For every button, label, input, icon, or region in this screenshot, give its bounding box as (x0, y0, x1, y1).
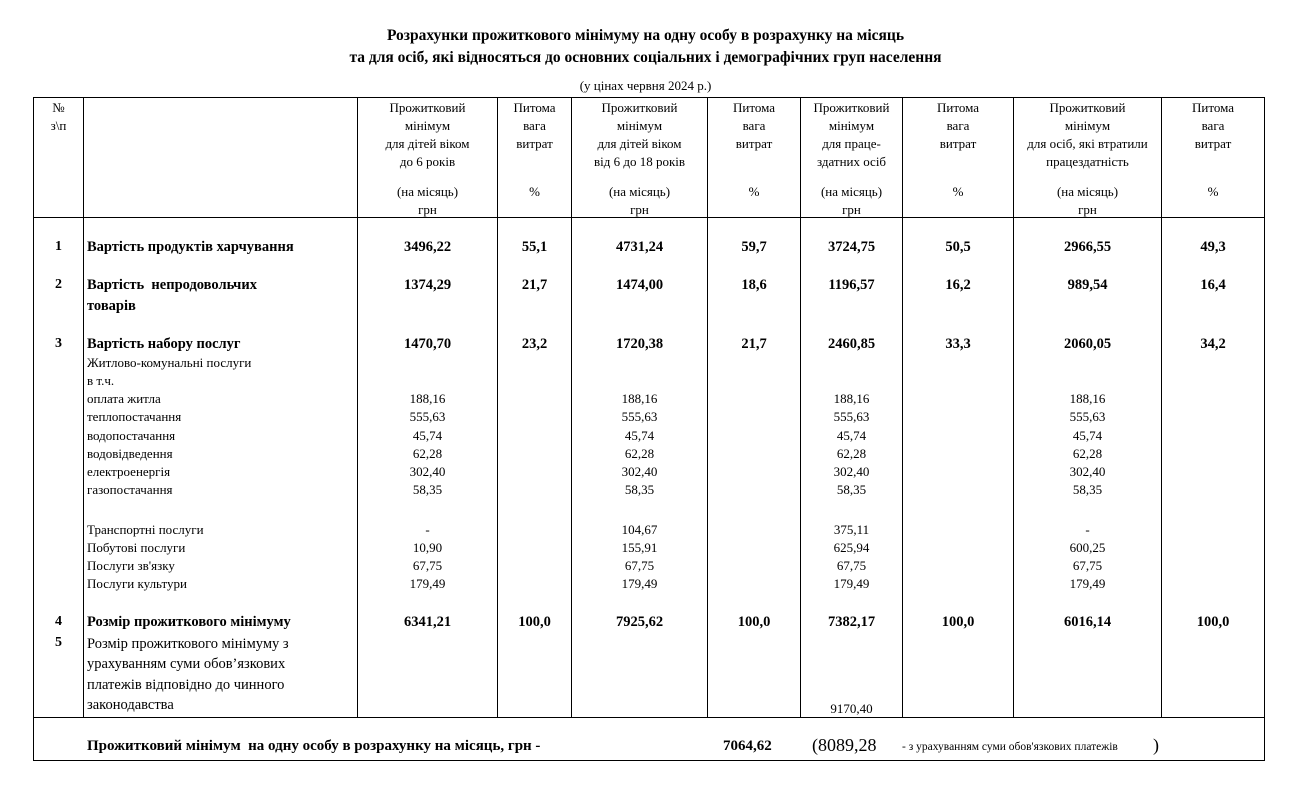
value-cell: 375,11 (833, 522, 870, 537)
value-cell: 59,7 (741, 239, 767, 255)
value-cell: 49,3 (1200, 239, 1226, 255)
value-cell: 100,0 (1196, 614, 1230, 630)
row-label: Вартість непродовольчих (87, 277, 257, 293)
value-cell: 21,7 (741, 336, 767, 352)
header-unit-pct: % (952, 184, 964, 199)
list-item-label: Побутові послуги (87, 540, 186, 555)
value-cell: 179,49 (621, 576, 658, 591)
header-unit-month: (на місяць) (396, 184, 459, 199)
value-cell: 9170,40 (830, 701, 873, 716)
value-cell: 600,25 (1069, 540, 1106, 555)
list-item-label: електроенергія (87, 464, 171, 479)
value-cell: 3496,22 (403, 239, 452, 255)
value-cell: 55,1 (521, 239, 548, 255)
header-unit-month: (на місяць) (1056, 184, 1119, 199)
value-cell: 100,0 (737, 614, 771, 630)
value-cell: 62,28 (1072, 446, 1103, 461)
value-cell: 10,90 (412, 540, 443, 555)
value-cell: 67,75 (412, 558, 443, 573)
row-label: Вартість набору послуг (87, 336, 241, 352)
value-cell: 555,63 (409, 409, 446, 424)
row-label-2: урахуванням суми обов’язкових (87, 656, 286, 672)
value-cell: 625,94 (833, 540, 870, 555)
header-disabled-4: працездатність (1046, 154, 1129, 169)
value-cell: 34,2 (1200, 336, 1226, 352)
header-unit-pct: % (748, 184, 760, 199)
row-label-3: платежів відповідно до чинного (87, 677, 285, 693)
list-item-label: Послуги зв'язку (87, 558, 175, 573)
row-label: Вартість продуктів харчування (87, 239, 294, 255)
value-cell: 104,67 (621, 522, 658, 537)
header-num-2: з\п (50, 118, 67, 133)
header-unit-pct: % (529, 184, 540, 199)
value-cell: 1720,38 (615, 336, 664, 352)
value-cell: 7382,17 (827, 614, 876, 630)
value-cell: 1196,57 (828, 277, 875, 293)
value-cell: 1474,00 (615, 277, 664, 293)
value-cell: 302,40 (833, 464, 870, 479)
header-disabled-1: Прожитковий (1049, 100, 1126, 115)
value-cell: 302,40 (1069, 464, 1106, 479)
list-item-label: Послуги культури (87, 576, 187, 591)
header-children-under6-1: Прожитковий (389, 100, 466, 115)
value-cell: 21,7 (521, 277, 548, 293)
header-weight-1: Питома (513, 100, 556, 115)
value-cell: 50,5 (945, 239, 971, 255)
list-item-label: теплопостачання (87, 409, 182, 424)
value-cell: 16,4 (1200, 277, 1226, 293)
footer-close-paren: ) (1153, 735, 1159, 755)
header-weight-1: Питома (936, 100, 979, 115)
value-cell: 45,74 (624, 428, 655, 443)
value-cell: 555,63 (621, 409, 658, 424)
row-num: 2 (55, 277, 62, 292)
list-item-label: водовідведення (87, 446, 173, 461)
value-cell: 67,75 (624, 558, 655, 573)
value-cell: 2460,85 (827, 336, 876, 352)
value-cell: 179,49 (1069, 576, 1106, 591)
value-cell: 58,35 (836, 482, 867, 497)
header-children-6-18-3: для дітей віком (597, 136, 682, 151)
row-num: 3 (55, 336, 62, 351)
list-item-label: оплата житла (87, 391, 161, 406)
list-item-label: газопостачання (87, 482, 173, 497)
value-cell: 62,28 (624, 446, 655, 461)
value-cell: 45,74 (836, 428, 867, 443)
header-unit-uah: грн (1078, 202, 1097, 217)
header-unit-pct: % (1207, 184, 1219, 199)
value-cell: 302,40 (409, 464, 446, 479)
header-weight-3: витрат (1194, 136, 1232, 151)
header-children-6-18-2: мінімум (616, 118, 663, 133)
value-cell: 58,35 (412, 482, 443, 497)
header-weight-3: витрат (939, 136, 977, 151)
row-label-1: Розмір прожиткового мінімуму з (87, 636, 289, 652)
value-cell: 100,0 (518, 614, 551, 630)
row-num: 1 (55, 239, 62, 254)
value-cell: 2966,55 (1063, 239, 1112, 255)
list-item-label: водопостачання (87, 428, 176, 443)
header-children-under6-3: для дітей віком (385, 136, 470, 151)
value-cell: 1374,29 (403, 277, 452, 293)
value-cell: 989,54 (1067, 277, 1108, 293)
header-weight-2: вага (742, 118, 766, 133)
header-workers-2: мінімум (828, 118, 875, 133)
value-cell: - (1085, 522, 1090, 537)
header-weight-2: вага (523, 118, 546, 133)
value-cell: 188,16 (833, 391, 870, 406)
header-workers-1: Прожитковий (813, 100, 890, 115)
utilities-label: Житлово-комунальні послуги (87, 355, 252, 370)
title-line-2: та для осіб, які відносяться до основних соціальних і демографічних груп населення (349, 49, 942, 66)
header-children-under6-2: мінімум (404, 118, 451, 133)
title-line-1: Розрахунки прожиткового мінімуму на одну особу в розрахунку на місяць (386, 27, 905, 44)
footer-paren-value: (8089,28 (812, 735, 877, 755)
value-cell: 62,28 (412, 446, 443, 461)
header-unit-month: (на місяць) (820, 184, 883, 199)
value-cell: 179,49 (833, 576, 870, 591)
footer-note: - з урахуванням суми обов'язкових платежів (902, 741, 1118, 753)
value-cell: 45,74 (1072, 428, 1103, 443)
value-cell: 155,91 (621, 540, 658, 555)
header-unit-uah: грн (842, 202, 861, 217)
value-cell: 6016,14 (1063, 614, 1112, 630)
value-cell: 18,6 (741, 277, 767, 293)
header-workers-3: для праце- (822, 136, 881, 151)
header-children-under6-4: до 6 років (399, 154, 456, 169)
value-cell: 58,35 (624, 482, 655, 497)
utilities-label-cont: в т.ч. (87, 373, 115, 388)
value-cell: 188,16 (409, 391, 446, 406)
header-unit-month: (на місяць) (608, 184, 671, 199)
header-workers-4: здатних осіб (816, 154, 887, 169)
value-cell: 188,16 (621, 391, 658, 406)
value-cell: 555,63 (1069, 409, 1106, 424)
value-cell: 100,0 (941, 614, 975, 630)
header-weight-3: витрат (735, 136, 773, 151)
value-cell: 555,63 (833, 409, 870, 424)
header-unit-uah: грн (418, 202, 437, 217)
header-weight-2: вага (946, 118, 970, 133)
value-cell: 33,3 (945, 336, 971, 352)
subtitle: (у цінах червня 2024 р.) (579, 78, 712, 93)
header-weight-1: Питома (1191, 100, 1234, 115)
header-children-6-18-4: від 6 до 18 років (593, 154, 686, 169)
header-num-1: № (52, 100, 65, 115)
value-cell: - (425, 522, 430, 537)
value-cell: 302,40 (621, 464, 658, 479)
value-cell: 4731,24 (615, 239, 664, 255)
row-num: 5 (55, 635, 62, 650)
value-cell: 58,35 (1072, 482, 1103, 497)
value-cell: 179,49 (409, 576, 446, 591)
row-label-4: законодавства (87, 697, 174, 713)
value-cell: 6341,21 (403, 614, 452, 630)
value-cell: 3724,75 (827, 239, 876, 255)
value-cell: 67,75 (836, 558, 867, 573)
value-cell: 62,28 (836, 446, 867, 461)
value-cell: 2060,05 (1063, 336, 1112, 352)
value-cell: 16,2 (945, 277, 971, 293)
header-disabled-2: мінімум (1064, 118, 1111, 133)
value-cell: 45,74 (412, 428, 443, 443)
footer-value: 7064,62 (723, 738, 772, 754)
value-cell: 1470,70 (403, 336, 452, 352)
header-disabled-3: для осіб, які втратили (1027, 136, 1148, 151)
header-unit-uah: грн (630, 202, 649, 217)
value-cell: 67,75 (1072, 558, 1103, 573)
list-item-label: Транспортні послуги (87, 522, 204, 537)
row-label-cont: товарів (87, 298, 136, 314)
value-cell: 188,16 (1069, 391, 1106, 406)
value-cell: 7925,62 (615, 614, 664, 630)
footer-label: Прожитковий мінімум на одну особу в розрахунку на місяць, грн - (87, 738, 541, 754)
row-label: Розмір прожиткового мінімуму (87, 614, 291, 630)
header-weight-3: витрат (516, 136, 553, 151)
header-children-6-18-1: Прожитковий (601, 100, 678, 115)
row-num: 4 (55, 614, 62, 629)
header-weight-1: Питома (732, 100, 775, 115)
value-cell: 23,2 (521, 336, 548, 352)
header-weight-2: вага (1201, 118, 1225, 133)
